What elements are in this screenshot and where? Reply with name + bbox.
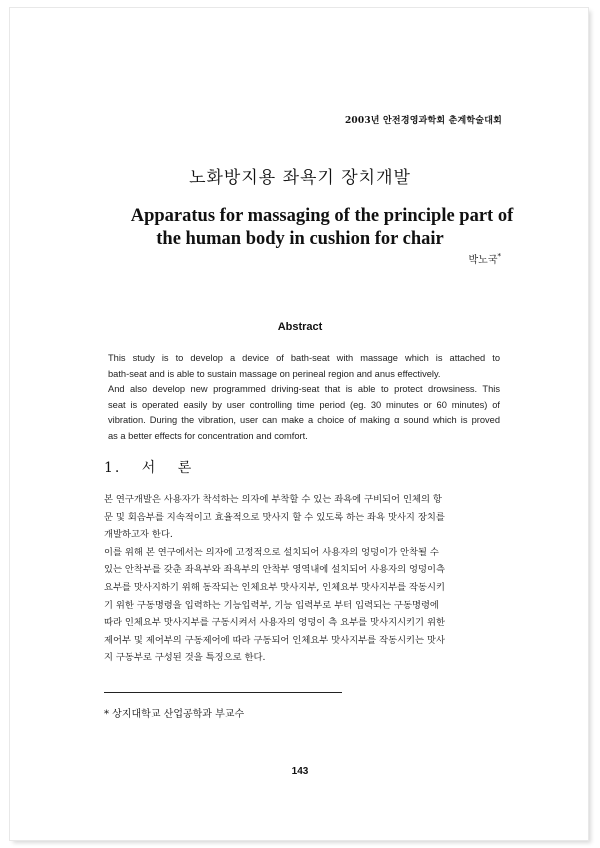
body-line: 문 및 회음부를 지속적이고 효율적으로 맛사지 할 수 있도록 하는 좌욕 맛사지 장치를 — [104, 511, 445, 523]
body-line: 제어부 및 제어부의 구동제어에 따라 구동되어 인체요부 맛사지부를 작동시키는 맛사 — [104, 634, 445, 646]
body-line: 있는 안착부를 갖춘 좌욕부와 좌욕부의 안착부 영역내에 설치되어 사용자의 엉덩이측 — [104, 564, 445, 576]
body-line: 본 연구개발은 사용자가 착석하는 의자에 부착할 수 있는 좌욕에 구비되어 인체의 항 — [104, 494, 442, 505]
footnote: * 상지대학교 산업공학과 부교수 — [104, 709, 245, 720]
conference-header: 2003년 안전경영과학회 춘계학술대회 — [344, 116, 502, 126]
section-body — [104, 491, 500, 667]
section-heading-introduction: 1. 서 론 — [104, 460, 194, 476]
abstract-heading: Abstract — [277, 321, 323, 333]
paragraph-1 — [104, 491, 500, 544]
body-line: 기 위한 구동명령을 입력하는 기능입력부, 기능 입력부로 부터 입력되는 구동명령에 — [104, 599, 439, 611]
abstract-line: vibration. During the vibration, user can make a choice of making α sound which is proved — [108, 415, 500, 426]
english-title-line-1: Apparatus for massaging of the principle part of — [130, 206, 514, 226]
paragraph-2 — [104, 544, 500, 667]
abstract-line: This study is to develop a device of bath-seat with massage which is attached to — [108, 353, 500, 363]
abstract-body — [108, 351, 500, 445]
body-line: 따라 인체요부 맛사지부를 구동시켜서 사용자의 엉덩이 측 요부를 맛사지시키기 위한 — [104, 617, 445, 629]
footnote-divider — [104, 692, 342, 693]
body-line: 이를 위해 본 연구에서는 의자에 고정적으로 설치되어 사용자의 엉덩이가 안착될 수 — [104, 546, 439, 558]
body-line: 지 구동부로 구성된 것을 특징으로 한다. — [104, 652, 266, 664]
abstract-line: seat is operated easily by user controlling time period (eg. 30 minutes or 60 minutes) of — [108, 399, 500, 410]
author — [469, 251, 501, 266]
author-name: 박노국 — [468, 255, 498, 266]
abstract-line: And also develop new programmed driving-seat that is able to protect drowsiness. This — [108, 384, 500, 395]
english-title-line-2: the human body in cushion for chair — [156, 229, 444, 249]
body-line: 요부를 맛사지하기 위해 동작되는 인체요부 맛사지부, 인체요부 맛사지부를 작동시키 — [104, 581, 445, 593]
abstract-line: as a better effects for concentration and comfort. — [108, 430, 308, 441]
abstract-line: bath-seat and is able to sustain massage on perineal region and anus effectively. — [108, 368, 441, 379]
author-mark: * — [497, 252, 501, 261]
body-line: 개발하고자 한다. — [104, 529, 173, 541]
page-number: 143 — [291, 766, 309, 777]
korean-title: 노화방지용 좌욕기 장치개발 — [189, 168, 411, 188]
